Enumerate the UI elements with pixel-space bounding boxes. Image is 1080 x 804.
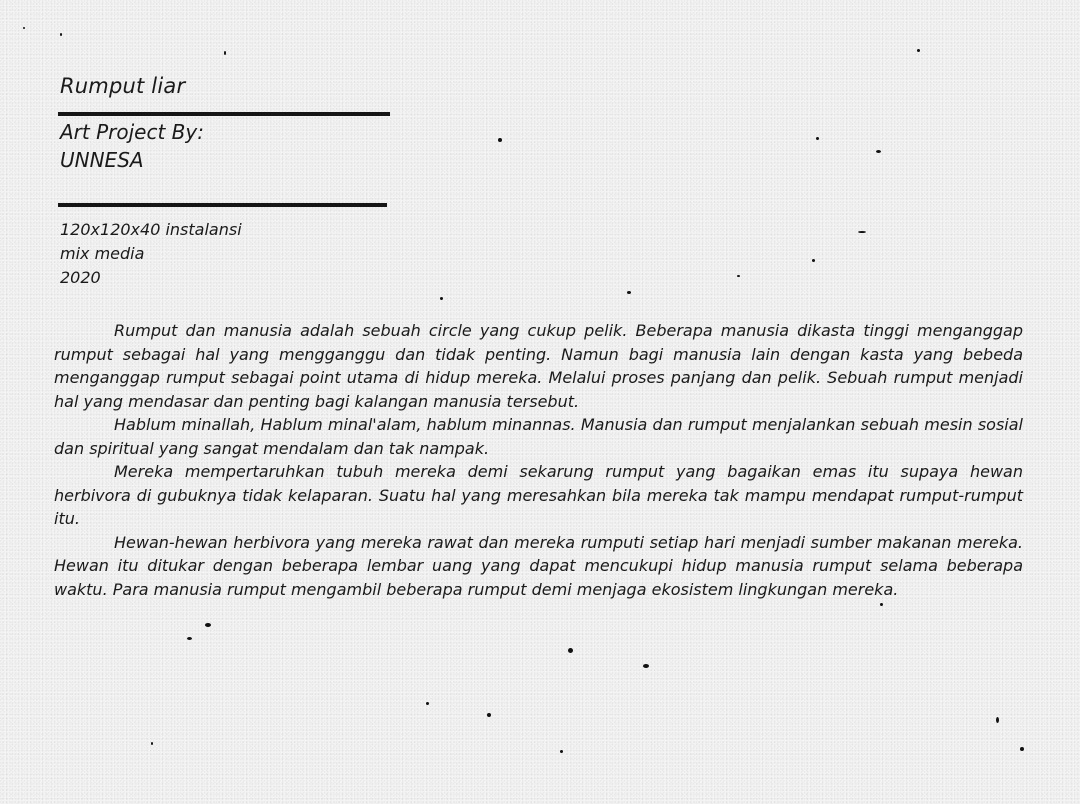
paragraph: Rumput dan manusia adalah sebuah circle yang cukup pelik. Beberapa manusia dikasta tinggi menganggap rumput sebagai hal yang mengganggu dan tidak penting. Namun bagi manusia lain dengan kasta yang bebeda menganggap rumput sebagai point utama di hidup mereka. Melalui proses panjang dan pelik. Sebuah rumput menjadi hal yang mendasar dan penting bagi kalangan manusia tersebut. xyxy=(54,321,1023,411)
paragraph: Hewan-hewan herbivora yang mereka rawat dan mereka rumputi setiap hari menjadi sumber makanan mereka. Hewan itu ditukar dengan beberapa lembar uang yang dapat mencukupi hidup manusia rumput selama beberapa waktu. Para manusia rumput mengambil beberapa rumput demi menjaga ekosistem lingkungan mereka. xyxy=(54,532,1023,599)
specs-block xyxy=(60,218,242,290)
dust-speck xyxy=(627,291,631,294)
dust-speck xyxy=(1020,747,1024,751)
dust-speck xyxy=(737,275,740,277)
dust-speck xyxy=(812,259,815,262)
specs-year: 2020 xyxy=(60,268,101,287)
dust-speck xyxy=(643,664,649,668)
divider-bottom xyxy=(58,203,387,207)
credit-block xyxy=(60,118,204,174)
paragraph: Mereka mempertaruhkan tubuh mereka demi sekarung rumput yang bagaikan emas itu supaya hewan herbivora di gubuknya tidak kelaparan. Suatu hal yang meresahkan bila mereka tak mampu mendapat rumput-rumput itu. xyxy=(54,462,1023,528)
dust-speck xyxy=(876,150,881,153)
dust-speck xyxy=(205,623,211,627)
dust-speck xyxy=(568,648,573,653)
dust-speck xyxy=(917,49,920,52)
dust-speck xyxy=(224,51,226,55)
dust-speck xyxy=(187,637,192,640)
paragraph: Hablum minallah, Hablum minal'alam, hablum minannas. Manusia dan rumput menjalankan sebuah mesin sosial dan spiritual yang sangat mendalam dan tak nampak. xyxy=(54,415,1023,458)
dust-speck xyxy=(498,138,502,142)
artwork-title: Rumput liar xyxy=(60,74,186,98)
dust-speck xyxy=(858,231,866,233)
dust-speck xyxy=(816,137,819,140)
dust-speck xyxy=(996,717,999,723)
specs-medium: mix media xyxy=(60,244,145,263)
dust-speck xyxy=(426,702,429,705)
divider-top xyxy=(58,112,390,116)
specs-dimensions: 120x120x40 instalansi xyxy=(60,220,242,239)
credit-name: UNNESA xyxy=(60,148,144,172)
description-body xyxy=(54,319,1023,601)
dust-speck xyxy=(487,713,491,717)
dust-speck xyxy=(23,27,25,29)
credit-label: Art Project By: xyxy=(60,120,204,144)
dust-speck xyxy=(560,750,563,753)
dust-speck xyxy=(151,742,153,745)
dust-speck xyxy=(60,33,62,36)
dust-speck xyxy=(440,297,443,300)
dust-speck xyxy=(880,603,883,606)
